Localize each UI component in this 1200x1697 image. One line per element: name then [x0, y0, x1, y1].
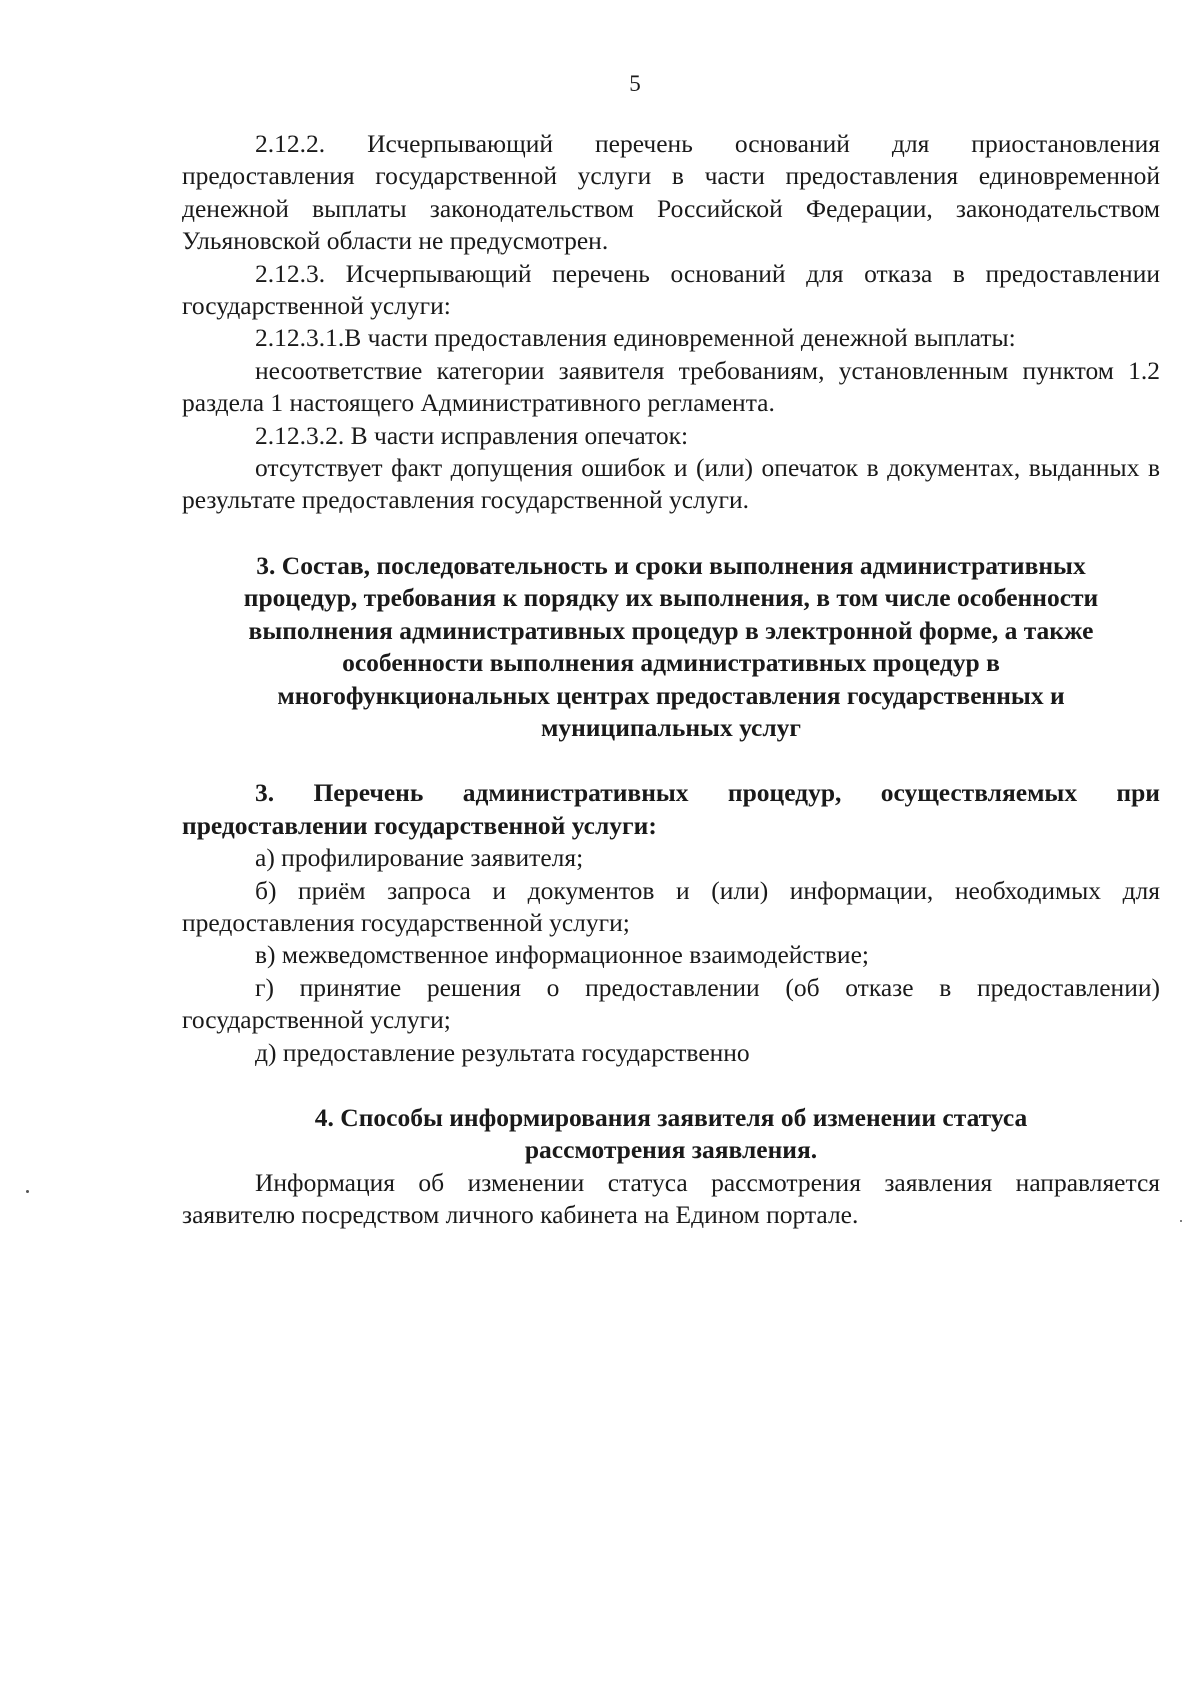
section-4-heading-line: рассмотрения заявления.	[524, 1135, 818, 1165]
section-3-heading-line: муниципальных услуг	[541, 712, 801, 742]
paragraph-category-mismatch: несоответствие категории заявителя требованиям, установленным пунктом 1.2 раздела 1 настоящего Административного регламента.	[182, 355, 1160, 418]
scan-speck	[26, 1190, 29, 1193]
scan-speck	[1180, 1220, 1182, 1222]
section-3-heading-line: выполнения административных процедур в электронной форме, а также	[248, 615, 1094, 645]
section-4-heading	[182, 1102, 1160, 1167]
section-3-heading-line: многофункциональных центрах предоставления государственных и	[277, 680, 1065, 710]
procedure-item-a: а) профилирование заявителя;	[255, 843, 584, 873]
page-number: 5	[629, 71, 641, 96]
paragraph-2-12-3-1: 2.12.3.1.В части предоставления единовременной денежной выплаты:	[255, 323, 1016, 353]
document-body	[182, 128, 1160, 1232]
section-4-text: Информация об изменении статуса рассмотрения заявления направляется заявителю посредством личного кабинета на Едином портале.	[182, 1167, 1160, 1230]
paragraph-no-errors: отсутствует факт допущения ошибок и (или) опечаток в документах, выданных в результате предоставления государственной услуги.	[182, 453, 1160, 515]
section-3-heading-line: 3. Состав, последовательность и сроки выполнения административных	[256, 550, 1086, 580]
procedure-item-g: г) принятие решения о предоставлении (об отказе в предоставлении) государственной услуги;	[182, 972, 1160, 1035]
section-3-heading	[182, 550, 1160, 744]
paragraph-2-12-2: 2.12.2. Исчерпывающий перечень оснований для приостановления предоставления государственной услуги в части предоставления единовременной денежной выплаты законодательством Российской Федерации, законодательством Ульяновской области не предусмотрен.	[182, 129, 1160, 256]
procedure-item-v: в) межведомственное информационное взаимодействие;	[255, 940, 869, 970]
section-3-heading-line: особенности выполнения административных процедур в	[342, 648, 1000, 678]
paragraph-2-12-3: 2.12.3. Исчерпывающий перечень оснований для отказа в предоставлении государственной услуги:	[182, 258, 1160, 321]
paragraph-2-12-3-2: 2.12.3.2. В части исправления опечаток:	[255, 420, 689, 450]
section-3-heading-line: процедур, требования к порядку их выполнения, в том числе особенности	[243, 583, 1099, 613]
section-4-heading-line: 4. Способы информирования заявителя об изменении статуса	[314, 1102, 1028, 1132]
procedure-item-d: д) предоставление результата государственно	[255, 1037, 750, 1067]
procedure-item-b: б) приём запроса и документов и (или) информации, необходимых для предоставления государственной услуги;	[182, 875, 1160, 937]
procedures-list-heading: 3. Перечень административных процедур, осуществляемых при предоставлении государственной услуги:	[182, 778, 1160, 840]
